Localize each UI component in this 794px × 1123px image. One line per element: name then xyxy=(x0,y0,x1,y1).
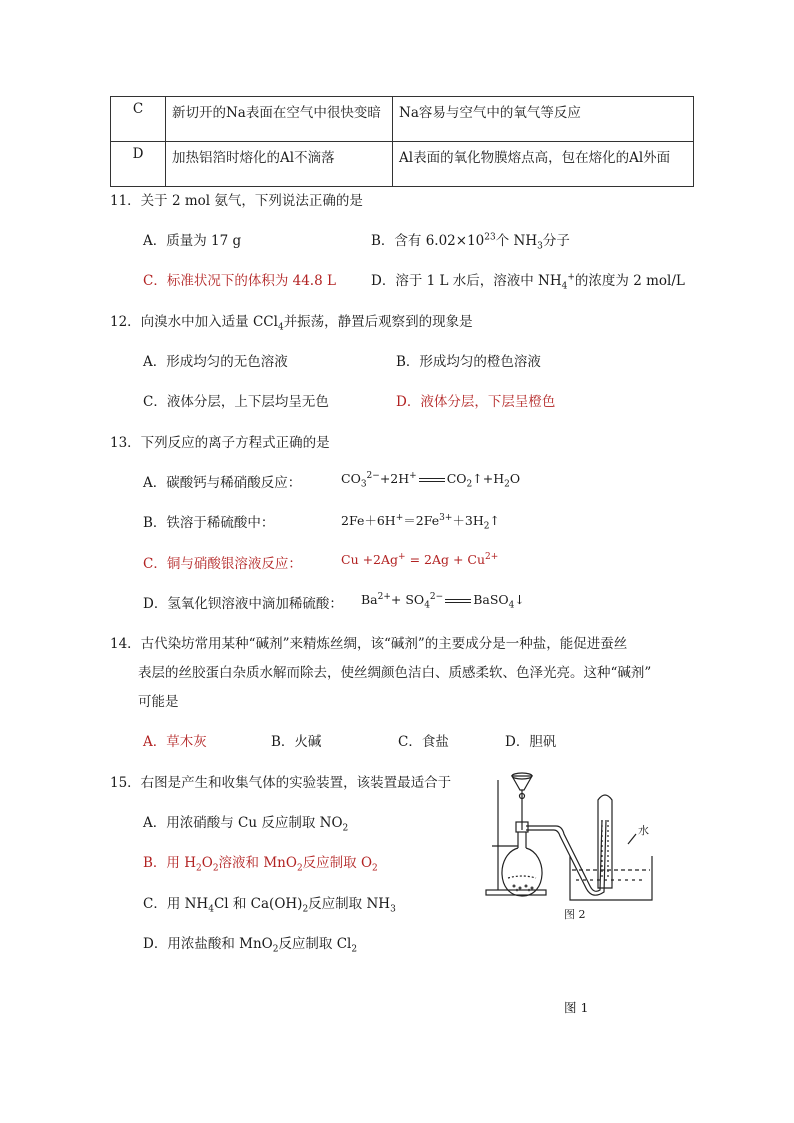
q14-option-b: B．火碱 xyxy=(271,734,322,750)
q13-option-d-label: D．氢氧化钡溶液中滴加稀硫酸： xyxy=(143,596,343,612)
q12-option-d: D．液体分层，下层呈橙色 xyxy=(396,394,556,410)
q15-stem: 15．右图是产生和收集气体的实验装置，该装置最适合于 xyxy=(110,775,452,791)
q13-option-b-label: B．铁溶于稀硫酸中： xyxy=(143,515,275,531)
q15-option-a: A．用浓硝酸与 Cu 反应制取 $NO_2$ xyxy=(143,815,349,834)
table-cell-explanation: Al表面的氧化物膜熔点高，包在熔化的Al外面 xyxy=(393,142,694,187)
q14-stem-line3: 可能是 xyxy=(138,694,179,710)
water-label-leader xyxy=(628,834,636,844)
q13-stem: 13．下列反应的离子方程式正确的是 xyxy=(110,435,330,451)
q13-option-d-equation: $Ba^{2+}+ SO_4^{2-}$ BaSO$_4$↓ xyxy=(361,591,525,611)
q14-option-d: D．胆矾 xyxy=(505,734,557,750)
q14-option-a: A．草木灰 xyxy=(143,734,207,750)
round-bottom-flask xyxy=(502,848,542,896)
q14-option-c: C．食盐 xyxy=(398,734,449,750)
q13-option-a-equation: $CO_3^{2-}+2H^+$ $CO_2↑+H_2O$ xyxy=(341,470,521,490)
table-cell-option: D xyxy=(111,142,166,187)
q12-option-a: A．形成均匀的无色溶液 xyxy=(143,354,288,370)
q12-stem: 12．向溴水中加入适量 CCl$_4$并振荡，静置后观察到的现象是 xyxy=(110,314,473,333)
q11-option-d: D．溶于 1 L 水后，溶液中 $NH_4^+$的浓度为 2 mol/L xyxy=(371,272,685,292)
q13-option-c-equation: $Cu +2Ag^+ = 2Ag + Cu^{2+}$ xyxy=(341,551,499,567)
q13-option-b-equation: $2Fe+6H^+=2Fe^{3+}+3H_2↑$ xyxy=(341,512,500,532)
q11-option-a: A．质量为 17 g xyxy=(143,233,242,249)
q11-option-b: B．含有 $6.02\times 10^{23}$个 $NH_3$分子 xyxy=(371,232,570,252)
q11-option-c: C．标准状况下的体积为 44.8 L xyxy=(143,273,336,289)
gas-apparatus-figure xyxy=(478,760,678,930)
table-cell-explanation: Na容易与空气中的氧气等反应 xyxy=(393,97,694,142)
figure-2-caption: 图 2 xyxy=(564,908,586,921)
q12-option-b: B．形成均匀的橙色溶液 xyxy=(396,354,541,370)
q12-option-c: C．液体分层，上下层均呈无色 xyxy=(143,394,329,410)
q15-option-d: D．用浓盐酸和 MnO$_2$反应制取 $Cl_2$ xyxy=(143,936,358,955)
figure-1-caption: 图 1 xyxy=(564,1000,589,1015)
q14-stem-line2: 表层的丝胶蛋白杂质水解而除去，使丝绸颜色洁白、质感柔软、色泽光亮。这种“碱剂” xyxy=(138,665,652,681)
table-cell-statement: 加热铝箔时熔化的Al不滴落 xyxy=(166,142,393,187)
q15-option-c: C．用 $NH_4Cl$ 和 $Ca(OH)_2$反应制取 $NH_3$ xyxy=(143,896,396,915)
q14-stem-line1: 14．古代染坊常用某种“碱剂”来精炼丝绸，该“碱剂”的主要成分是一种盐，能促进蚕丝 xyxy=(110,636,628,652)
equals-sign xyxy=(445,599,471,603)
q15-option-b: B．用 $H_2O_2$溶液和 MnO$_2$反应制取 $O_2$ xyxy=(143,855,378,874)
table-cell-option: C xyxy=(111,97,166,142)
q13-option-c-label: C．铜与硝酸银溶液反应： xyxy=(143,556,302,572)
q13-option-a-label: A．碳酸钙与稀硝酸反应： xyxy=(143,475,302,491)
table-cell-statement: 新切开的Na表面在空气中很快变暗 xyxy=(166,97,393,142)
q11-stem: 11．关于 2 mol 氨气，下列说法正确的是 xyxy=(110,193,363,209)
table-row xyxy=(111,97,694,142)
table-row xyxy=(111,142,694,187)
water-label: 水 xyxy=(638,824,649,837)
answer-table xyxy=(110,96,694,187)
water-trough xyxy=(570,856,652,900)
equals-sign xyxy=(419,478,445,482)
